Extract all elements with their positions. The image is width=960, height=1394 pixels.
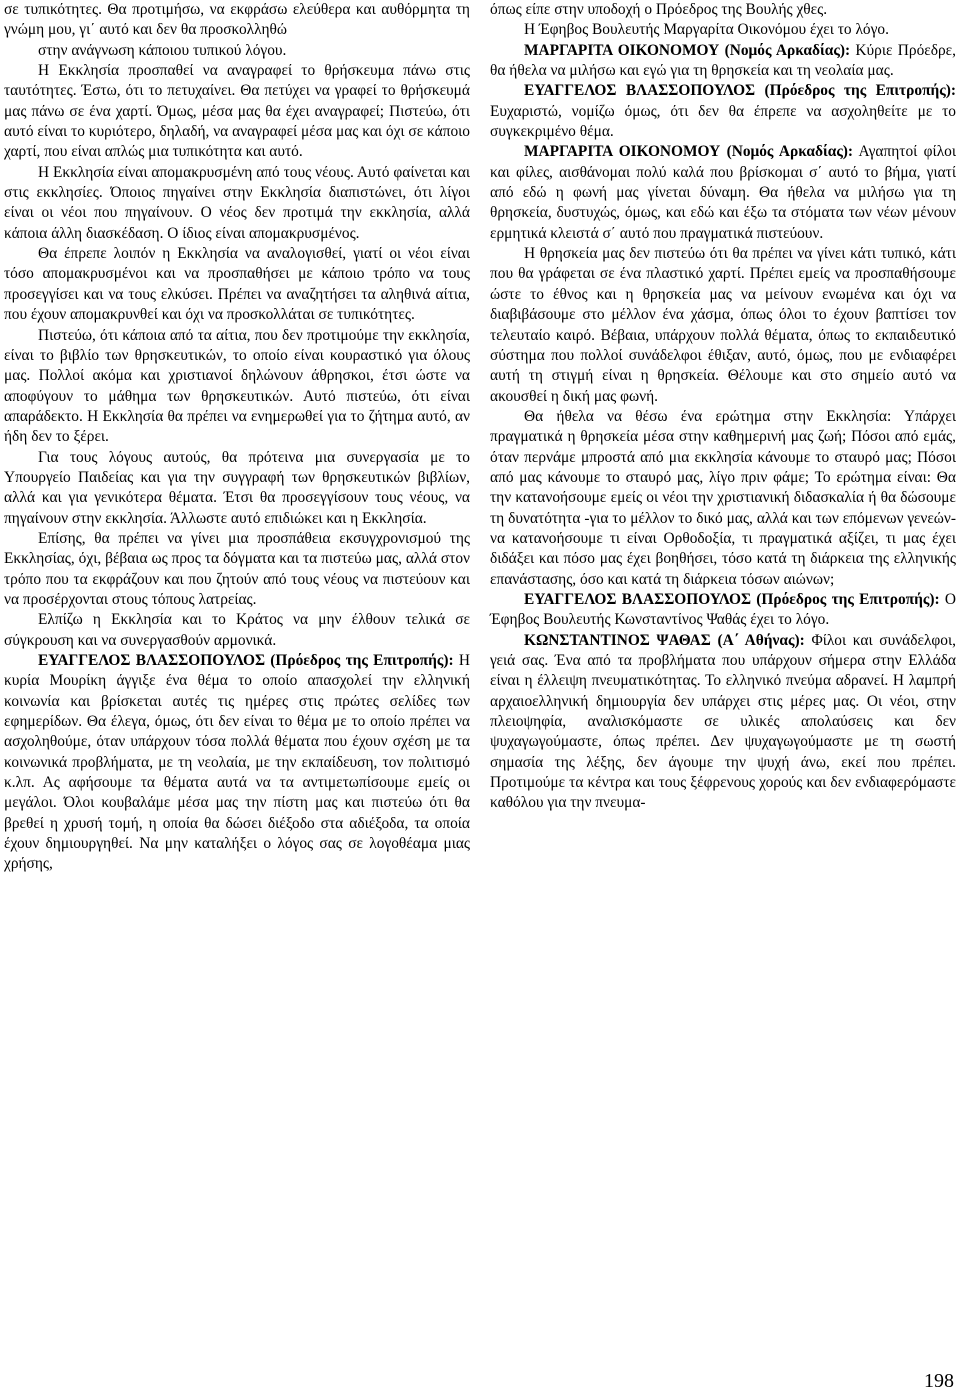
paragraph (4, 326, 470, 448)
paragraph (490, 244, 956, 407)
paragraph (4, 0, 470, 41)
speaker-name: ΕΥΑΓΓΕΛΟΣ ΒΛΑΣΣΟΠΟΥΛΟΣ (Πρόεδρος της Επιτροπής): (524, 82, 956, 100)
paragraph-text: Η κυρία Μουρίκη άγγιξε ένα θέμα το οποίο απασχολεί την ελληνική κοινωνία και βρίσκεται αυτές τις ημέρες στις πρώτες σελίδες των εφημερίδων. Θα έλεγα, όμως, ότι δεν είναι το θέμα με το οποίο πρέπει να ασχοληθούμε, όταν υπάρχουν τόσα πολλά θέματα που έχουν σχέση με τα κοινωνικά προβλήματα, με τη νεολαία, με την εκπαίδευση, τον πολιτισμό κ.λπ. Ας αφήσουμε τα θέματα αυτά να τα αντιμετωπίσουμε εμείς οι μεγάλοι. Όλοι κουβαλάμε μέσα μας την πίστη μας και πιστεύω ότι θα βρεθεί η χρυσή τομή, η οποία θα δώσει διέξοδο στα αδιέξοδα, τα οποία έχουν δημιουργηθεί. Να μην καταλήξει ο λόγος σας σε λογοθέαμα μιας χρήσης, (4, 652, 470, 873)
paragraph-text: σε τυπικότητες. Θα προτιμήσω, να εκφράσω ελεύθερα και αυθόρμητα τη γνώμη μου, γι΄ αυτό και δεν θα προσκολληθώ (4, 1, 470, 39)
paragraph (490, 142, 956, 244)
paragraph (490, 20, 956, 40)
paragraph-text: Επίσης, θα πρέπει να γίνει μια προσπάθεια εκσυγχρονισμού της Εκκλησίας, όχι, βέβαια ως προς τα δόγματα και τα πιστεύω μας, αλλά στον τρόπο που τα εκφράζουν και που ζητούν από τους νέους να πιστεύουν και να προσέρχονται στους τόπους λατρείας. (4, 529, 470, 608)
speaker-name: ΜΑΡΓΑΡΙΤΑ ΟΙΚΟΝΟΜΟΥ (Νομός Αρκαδίας): (524, 41, 851, 59)
paragraph-text: Η θρησκεία μας δεν πιστεύω ότι θα πρέπει να γίνει κάτι τυπικό, κάτι που θα γράφεται σε ένα πλαστικό χαρτί. Πρέπει εμείς να προσπαθήσουμε ώστε το έθνος και η θρησκεία μας να μείνουν ενωμένα και όχι να διαβιβάσουμε στο μέλλον ένα χάσμα, όπως όλοι το έχουν βαπτίσει τον τελευταίο καιρό. Βέβαια, υπάρχουν πολλά θέματα, όπως το εκπαιδευτικό σύστημα που πολλοί συνάδελφοι έθιξαν, αυτό, όμως, που με ενδιαφέρει αυτή τη στιγμή είναι η θρησκεία. Θέλουμε και στο σημείο αυτό να ακουσθεί η δική μας φωνή. (490, 245, 956, 405)
paragraph-text: Θα έπρεπε λοιπόν η Εκκλησία να αναλογισθεί, γιατί οι νέοι είναι τόσο απομακρυσμένοι και να προσπαθήσει με κάποιο τρόπο να τους προσεγγίσει και να τους ελκύσει. Πρέπει να αναζητήσει τα αληθινά αίτια, που έχουν απομακρυνθεί και όχι να προσκολλάται σε τυπικότητες. (4, 245, 470, 324)
paragraph-text: Θα ήθελα να θέσω ένα ερώτημα στην Εκκλησία: Υπάρχει πραγματικά η θρησκεία μέσα στην καθημερινή μας ζωή; Πόσοι από εμάς, όταν περνάμε μπροστά από μια εκκλησία κάνουμε το σταυρό μας; Πόσοι από μας κάνουμε το σταυρό μας, λίγο πριν φάμε; Το ερώτημα είναι: Θα την κατανοήσουμε εμείς οι νέοι την χριστιανική διδασκαλία ή θα δώσουμε τη δυνατότητα -για το μέλλον το δικό μας, αλλά και των επόμενων γενεών- να κατανοήσουμε τι είναι Ορθοδοξία, τι πραγματικά αξίζει, τι μας έχει διδάξει και πόσο μας έχει βοηθήσει, τόσο κατά τη διάρκεια της ελληνικής επανάστασης, όσο και κατά τη διάρκεια τόσων αιώνων; (490, 407, 956, 588)
paragraph-text: Κύριε Πρόεδρε, θα ήθελα να μιλήσω και εγώ για τη θρησκεία και τη νεολαία μας. (490, 41, 956, 80)
paragraph-text: Πιστεύω, ότι κάποια από τα αίτια, που δεν προτιμούμε την εκκλησία, είναι το βιβλίο των θρησκευτικών, το οποίο είναι κουραστικό για όλους μας. Πολλοί ακόμα και χριστιανοί δηλώνουν άθρησκοι, έτσι ώστε να αποφύγουν το μάθημα των θρησκευτικών. Αυτό πιστεύω, ότι είναι απαράδεκτο. Η Εκκλησία θα πρέπει να ενημερωθεί για το ζήτημα αυτό, αν ήδη δεν το ξέρει. (4, 326, 470, 446)
left-column (4, 0, 470, 875)
paragraph (490, 0, 956, 20)
speaker-name: ΚΩΝΣΤΑΝΤΙΝΟΣ ΨΑΘΑΣ (Α΄ Αθήνας): (524, 631, 805, 649)
paragraph (4, 610, 470, 651)
paragraph (490, 41, 956, 82)
paragraph (490, 590, 956, 631)
paragraph-text: Η Έφηβος Βουλευτής Μαργαρίτα Οικονόμου έχει το λόγο. (524, 21, 889, 39)
paragraph-text: Η Εκκλησία είναι απομακρυσμένη από τους νέους. Αυτό φαίνεται και στις εκκλησίες. Όποιος πηγαίνει στην Εκκλησία διαπιστώνει, ότι λίγοι είναι οι νέοι που πηγαίνουν. Ο νέος δεν προτιμά την εκκλησία, αλλά κάποια άλλη διασκέδαση. Ο ίδιος είναι απομακρυσμένος. (4, 163, 470, 242)
paragraph-text: Ευχαριστώ, νομίζω όμως, ότι δεν θα έπρεπε να ασχοληθείτε με το συγκεκριμένο θέμα. (490, 102, 956, 141)
speaker-name: ΕΥΑΓΓΕΛΟΣ ΒΛΑΣΣΟΠΟΥΛΟΣ (Πρόεδρος της Επιτροπής): (524, 590, 940, 608)
page-number: 198 (924, 1370, 954, 1392)
paragraph-text: Για τους λόγους αυτούς, θα πρότεινα μια συνεργασία με το Υπουργείο Παιδείας και για την συγγραφή των θρησκευτικών βιβλίων, αλλά και για γενικότερα θέματα. Έτσι θα προσεγγίσουν τους νέους, να πηγαίνουν στην εκκλησία. Άλλωστε αυτό επιδιώκει και η Εκκλησία. (4, 448, 470, 527)
paragraph-text: Ο Έφηβος Βουλευτής Κωνσταντίνος Ψαθάς έχει το λόγο. (490, 590, 956, 629)
paragraph-text: Η Εκκλησία προσπαθεί να αναγραφεί το θρήσκευμα πάνω στις ταυτότητες. Έστω, ότι το πετυχαίνει. Θα πετύχει να γραφεί το θρήσκευμά μας πάνω σε ένα χαρτί. Όμως, μέσα μας θα έχει αναγραφεί; Πιστεύω, ότι αυτό είναι το κυριότερο, δηλαδή, να αναγραφεί μέσα μας και όχι σε κάποιο χαρτί, που είναι απλώς μια τυπικότητα και αυτό. (4, 62, 470, 161)
paragraph (4, 651, 470, 875)
paragraph-text: Ελπίζω η Εκκλησία και το Κράτος να μην έλθουν τελικά σε σύγκρουση και να συνεργασθούν αρμονικά. (4, 611, 470, 649)
paragraph (4, 163, 470, 244)
right-column (490, 0, 956, 814)
paragraph-text: στην ανάγνωση κάποιου τυπικού λόγου. (38, 41, 287, 59)
paragraph (4, 41, 470, 61)
speaker-name: ΕΥΑΓΓΕΛΟΣ ΒΛΑΣΣΟΠΟΥΛΟΣ (Πρόεδρος της Επιτροπής): (38, 652, 454, 669)
paragraph (490, 407, 956, 590)
paragraph (4, 529, 470, 610)
paragraph (4, 448, 470, 529)
paragraph-text: Φίλοι και συνάδελφοι, γειά σας. Ένα από τα προβλήματα που υπάρχουν σήμερα στην Ελλάδα είναι η έλλειψη πνευματικότητας. Το ελληνικό πνεύμα αδρανεί. Η λαμπρή αρχαιοελληνική δημιουργία δεν υπάρχει στις μέρες μας. Οι νέοι, στην πλειοψηφία, αναλισκόμαστε σε υλικές απολαύσεις και δεν ψυχαγωγούμαστε, όπως πρέπει. Δεν ψυχαγωγούμαστε με τη σωστή σημασία της λέξης, δεν άγουμε την ψυχή άνω, εκεί που πρέπει. Προτιμούμε τα κέντρα και τους ξέφρενους χορούς και δεν ενδιαφερόμαστε καθόλου για την πνευμα- (490, 631, 956, 812)
paragraph (490, 81, 956, 142)
paragraph (4, 61, 470, 163)
paragraph-text: Αγαπητοί φίλοι και φίλες, αισθάνομαι πολύ καλά που βρίσκομαι σ΄ αυτό το βήμα, γιατί από εδώ η φωνή μας γίνεται δύναμη. Θα ήθελα να μιλήσω για τη θρησκεία, δυστυχώς, όμως, και εδώ και έξω τα στόματα των νέων μένουν ερμητικά κλειστά σ΄ αυτό που πραγματικά πιστεύουν. (490, 143, 956, 242)
paragraph (4, 244, 470, 325)
speaker-name: ΜΑΡΓΑΡΙΤΑ ΟΙΚΟΝΟΜΟΥ (Νομός Αρκαδίας): (524, 143, 854, 161)
paragraph-text: όπως είπε στην υποδοχή ο Πρόεδρος της Βουλής χθες. (490, 1, 828, 18)
paragraph (490, 631, 956, 814)
